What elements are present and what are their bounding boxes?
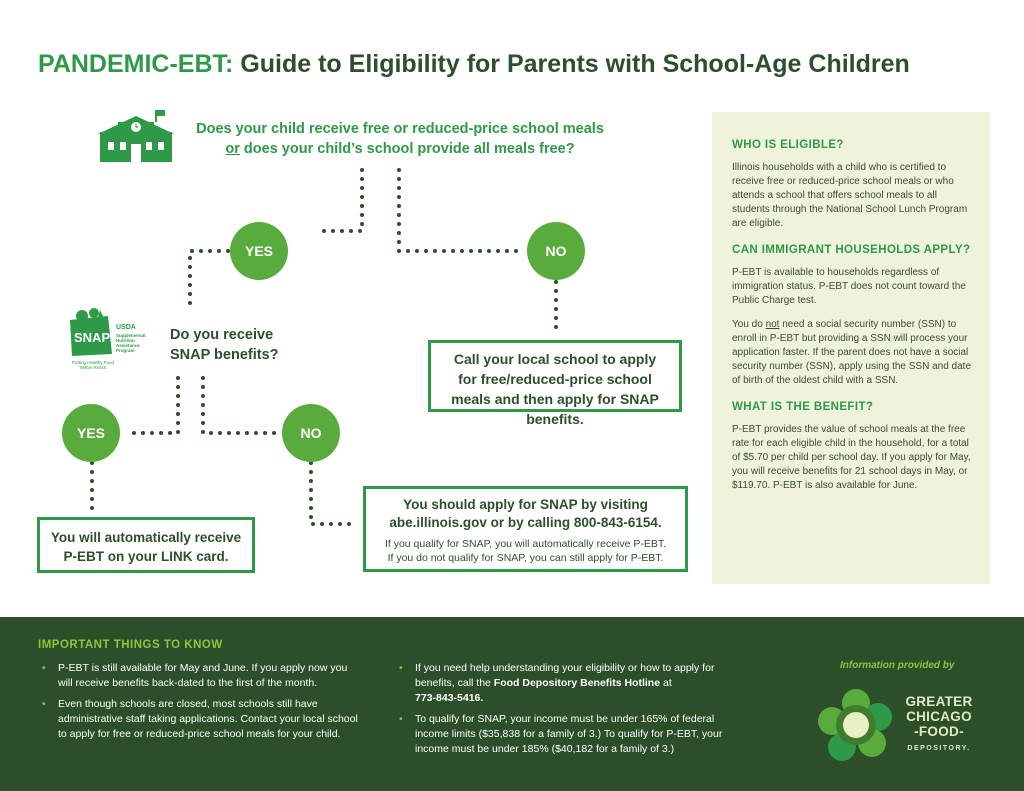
title-accent: PANDEMIC-EBT:: [38, 50, 234, 78]
no-result-text: Call your local school to apply for free/reduced-price school meals and then apply for SNAP benefits.: [451, 351, 659, 427]
info-provided-by: Information provided by: [840, 660, 955, 671]
sidebar-heading-eligible: WHO IS ELIGIBLE?: [732, 139, 844, 151]
sidebar-text-immigrant-1: P-EBT is available to households regardless of immigration status. P-EBT does not count toward the Public Charge test.: [732, 267, 966, 306]
hotline-text-a: If you need help understanding your eligibility or how to apply for benefits, call the: [415, 662, 715, 689]
gcfd-line-2: CHICAGO: [906, 709, 972, 724]
title-rest: Guide to Eligibility for Parents with School-Age Children: [233, 50, 910, 78]
footer: [0, 617, 1024, 791]
snap-logo-text: SNAP: [74, 330, 111, 345]
gcfd-logo-icon: [818, 687, 894, 763]
footer-bullet: [395, 661, 745, 706]
yes-circle-1: YES: [230, 222, 288, 280]
footer-left-column: [38, 661, 358, 748]
question-school-meals: [180, 119, 620, 159]
auto-receive-text: You will automatically receive P-EBT on your LINK card.: [50, 530, 242, 564]
sidebar-heading-benefit: WHAT IS THE BENEFIT?: [732, 401, 874, 413]
snap-program-text: Supplemental Nutrition Assistance Program: [116, 333, 146, 353]
sidebar-text-benefit: P-EBT provides the value of school meals at the free rate for each eligible child in the household, for a total of $5.70 per child per school day. If you apply for May, you will receive benefits for 21 school days in May, or $119.70. P-EBT is also available for June.: [732, 424, 971, 491]
footer-bullet: • To qualify for SNAP, your income must be under 165% of federal income limits ($35,838 for a family of 3.) To qualify for P-EBT, your income must be under 185% ($40,182 for a family of 3.): [395, 712, 745, 757]
hotline-text-c: at: [660, 677, 672, 689]
gcfd-logo-text: [898, 694, 980, 756]
no-result-box: [428, 340, 682, 427]
ssn-text-b: need a social security number (SSN) to enroll in P-EBT but providing a SSN will process your application faster. If the parent does not have a social security number (SSN), apply using the SSN and date of birth of the oldest child with a SSN.: [732, 319, 972, 386]
snap-logo: [62, 306, 144, 376]
gcfd-line-1: GREATER: [905, 694, 973, 709]
auto-receive-box: [37, 517, 255, 573]
ssn-text-a: You do: [732, 319, 766, 330]
question-snap: Do you receive SNAP benefits?: [170, 327, 279, 363]
snap-tagline: Putting Healthy Food Within Reach: [71, 360, 115, 370]
yes-circle-2: YES: [62, 404, 120, 462]
gcfd-line-3: -FOOD-: [914, 724, 964, 739]
info-sidebar: [712, 112, 990, 584]
gcfd-line-4: DEPOSITORY.: [907, 745, 971, 752]
footer-bullet: • P-EBT is still available for May and June. If you apply now you will receive benefits back-dated to the first of the month.: [38, 661, 358, 691]
hotline-name: Food Depository Benefits Hotline: [493, 677, 661, 689]
apply-snap-box: [363, 486, 688, 572]
no-circle-1: NO: [527, 222, 585, 280]
hotline-phone: 773-843-5416.: [415, 692, 484, 704]
footer-right-column: [395, 661, 745, 763]
apply-snap-note-1: If you qualify for SNAP, you will automatically receive P-EBT.: [384, 538, 667, 550]
question-or: or: [225, 141, 240, 157]
footer-bullet: • Even though schools are closed, most schools still have administrative staff taking applications. Contact your local school to apply for free or reduced-price school meals for your child.: [38, 697, 358, 742]
apply-snap-note-2: If you do not qualify for SNAP, you can still apply for P-EBT.: [387, 552, 664, 564]
no-circle-2: NO: [282, 404, 340, 462]
school-icon: [96, 110, 176, 164]
sidebar-text-immigrant-2: [732, 318, 972, 388]
sidebar-text-eligible: Illinois households with a child who is certified to receive free or reduced-price school meals or who attends a school that offers school meals to all students through the National School Lunch Program are eligible.: [732, 162, 968, 229]
footer-heading: IMPORTANT THINGS TO KNOW: [38, 639, 223, 651]
sidebar-heading-immigrant: CAN IMMIGRANT HOUSEHOLDS APPLY?: [732, 244, 971, 256]
question-line-1: Does your child receive free or reduced-price school meals: [196, 121, 604, 137]
usda-text: USDA: [116, 324, 136, 331]
apply-snap-main: You should apply for SNAP by visiting abe.illinois.gov or by calling 800-843-6154.: [389, 497, 662, 530]
ssn-text-not: not: [765, 319, 780, 330]
question-line-2: does your child’s school provide all meals free?: [239, 141, 575, 157]
